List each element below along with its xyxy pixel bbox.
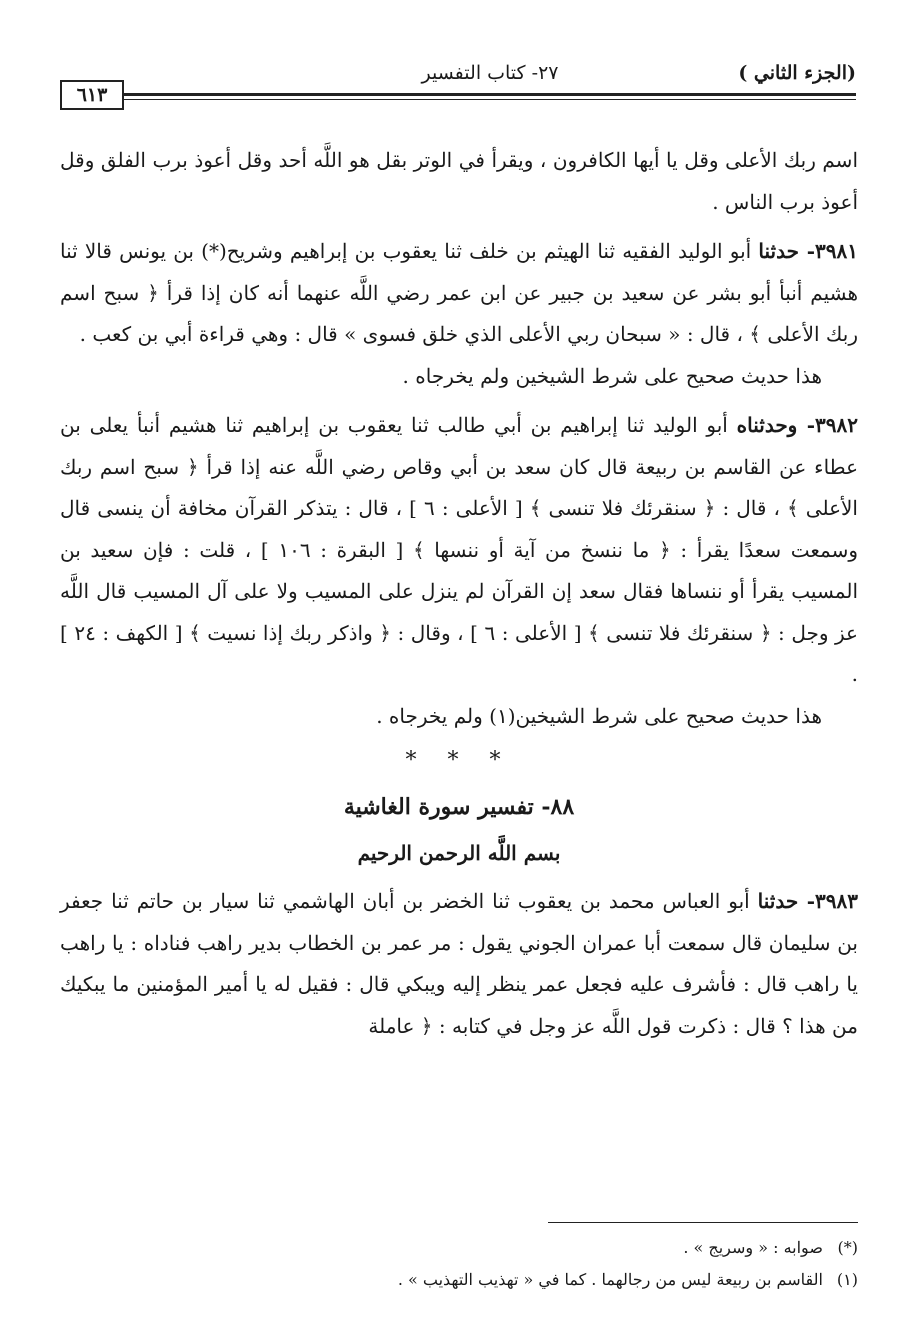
page-number: ٦١٣ <box>60 80 124 110</box>
page-header <box>60 62 856 122</box>
footnote-mark: (*) <box>837 1238 858 1257</box>
footnotes <box>60 1232 858 1296</box>
footnote <box>60 1232 858 1264</box>
surah-heading: ٨٨- تفسير سورة الغاشية <box>343 794 575 820</box>
hadith-3982 <box>60 405 858 696</box>
footnote <box>60 1264 858 1296</box>
hadith-grade: هذا حديث صحيح على شرط الشيخين ولم يخرجاه . <box>402 363 822 388</box>
paragraph-continuation: اسم ربك الأعلى وقل يا أيها الكافرون ، ويقرأ في الوتر بقل هو اللَّه أحد وقل أعوذ برب الفلق وقل أعوذ برب الناس . <box>60 148 858 214</box>
hadith-number: ٣٩٨٢- وحدثناه <box>736 413 858 437</box>
hadith-3983 <box>60 881 858 1047</box>
hadith-text: أبو الوليد ثنا إبراهيم بن أبي طالب ثنا يعقوب بن إبراهيم ثنا هشيم أنبأ يعلى بن عطاء عن القاسم بن ربيعة قال كان سعد بن أبي وقاص رضي اللَّه عنه إذا قرأ ﴿ سبح اسم ربك الأعلى ﴾ ، قال : ﴿ سنقرئك فلا تنسى ﴾ [ الأعلى : ٦ ] ، قال : يتذكر القرآن مخافة أن ينسى قال وسمعت سعدًا يقرأ : ﴿ ما ننسخ من آية أو ننسها ﴾ [ البقرة : ١٠٦ ] ، قلت : فإن سعيد بن المسيب يقرأ أو ننساها فقال سعد إن القرآن لم ينزل على المسيب ولا على آل المسيب قال اللَّه عز وجل : ﴿ سنقرئك فلا تنسى ﴾ [ الأعلى : ٦ ] ، وقال : ﴿ واذكر ربك إذا نسيت ﴾ [ الكهف : ٢٤ ] . <box>60 413 859 686</box>
basmala: بسم اللَّه الرحمن الرحيم <box>357 841 561 865</box>
hadith-grade: هذا حديث صحيح على شرط الشيخين(١) ولم يخرجاه . <box>376 703 822 728</box>
hadith-text: أبو الوليد الفقيه ثنا الهيثم بن خلف ثنا يعقوب بن إبراهيم وشريح(*) بن يونس قالا ثنا هشيم أنبأ أبو بشر عن سعيد بن جبير عن ابن عمر رضي اللَّه عنهما أنه كان إذا قرأ ﴿ سبح اسم ربك الأعلى ﴾ ، قال : « سبحان ربي الأعلى الذي خلق فسوى » قال : وهي قراءة أبي بن كعب . <box>60 239 858 346</box>
hadith-number: ٣٩٨١- حدثنا <box>758 239 858 263</box>
header-rule <box>124 93 856 96</box>
hadith-3981 <box>60 231 858 356</box>
footnote-mark: (١) <box>836 1270 858 1289</box>
book-title: ٢٧- كتاب التفسير <box>421 62 559 84</box>
footnote-separator <box>548 1222 858 1223</box>
footnote-text: القاسم بن ربيعة ليس من رجالهما . كما في « تهذيب التهذيب » . <box>397 1270 823 1289</box>
header-rule-thin <box>124 99 856 100</box>
hadith-text: أبو العباس محمد بن يعقوب ثنا الخضر بن أبان الهاشمي ثنا سيار بن حاتم ثنا جعفر بن سليمان قال سمعت أبا عمران الجوني يقول : مر عمر بن الخطاب بدير راهب فناداه : يا راهب يا راهب قال : فأشرف عليه فجعل عمر ينظر إليه ويبكي قال : فقيل له يا أمير المؤمنين ما يبكيك من هذا ؟ قال : ذكرت قول اللَّه عز وجل في كتابه : ﴿ عاملة <box>60 889 858 1038</box>
section-divider-stars: * * * <box>405 748 513 773</box>
main-text <box>60 140 858 1047</box>
hadith-number: ٣٩٨٣- حدثنا <box>757 889 858 913</box>
footnote-text: صوابه : « وسريج » . <box>683 1238 823 1257</box>
volume-label: (الجزء الثاني ) <box>738 62 856 84</box>
